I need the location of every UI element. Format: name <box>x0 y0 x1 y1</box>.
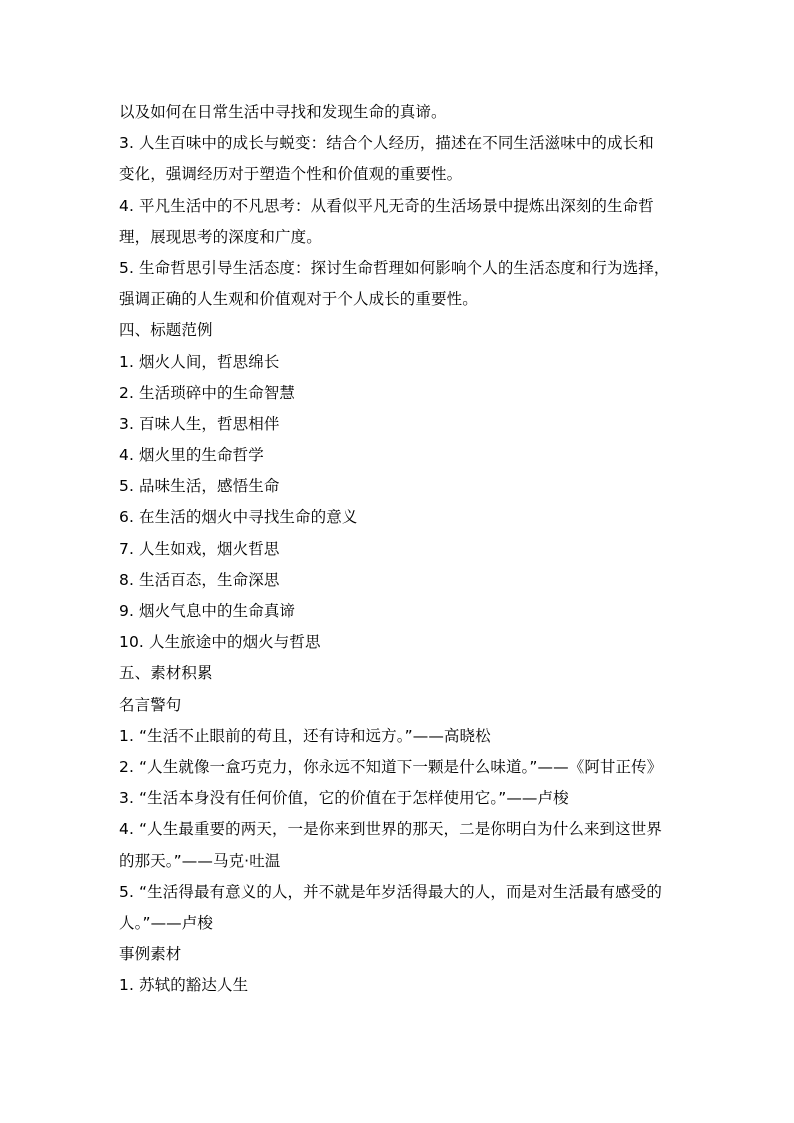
paragraph-line: 理，展现思考的深度和广度。 <box>119 227 322 246</box>
title-example-item: 5. 品味生活，感悟生命 <box>119 477 280 496</box>
example-item: 1. 苏轼的豁达人生 <box>119 976 249 995</box>
subsection-heading: 名言警句 <box>119 695 182 714</box>
quote-item: 5. “生活得最有意义的人，并不就是年岁活得最大的人，而是对生活最有感受的 <box>119 882 662 901</box>
section-heading: 四、标题范例 <box>119 321 213 340</box>
quote-continuation: 的那天。”——马克·吐温 <box>119 851 281 870</box>
title-example-item: 7. 人生如戏，烟火哲思 <box>119 539 280 558</box>
quote-item: 1. “生活不止眼前的苟且，还有诗和远方。”——高晓松 <box>119 726 491 745</box>
title-example-item: 2. 生活琐碎中的生命智慧 <box>119 383 296 402</box>
title-example-item: 3. 百味人生，哲思相伴 <box>119 414 280 433</box>
title-example-item: 8. 生活百态，生命深思 <box>119 570 280 589</box>
title-example-item: 4. 烟火里的生命哲学 <box>119 446 264 465</box>
quote-item: 3. “生活本身没有任何价值，它的价值在于怎样使用它。”——卢梭 <box>119 789 569 808</box>
subsection-heading: 事例素材 <box>119 945 182 964</box>
paragraph-line: 以及如何在日常生活中寻找和发现生命的真谛。 <box>119 103 447 121</box>
list-item-line: 4. 平凡生活中的不凡思考：从看似平凡无奇的生活场景中提炼出深刻的生命哲 <box>119 196 654 215</box>
paragraph-line: 变化，强调经历对于塑造个性和价值观的重要性。 <box>119 165 463 184</box>
document-body <box>119 97 679 1001</box>
paragraph-line: 强调正确的人生观和价值观对于个人成长的重要性。 <box>119 290 478 309</box>
title-example-item: 1. 烟火人间，哲思绵长 <box>119 352 280 371</box>
title-example-item: 6. 在生活的烟火中寻找生命的意义 <box>119 508 358 527</box>
quote-item: 4. “人生最重要的两天，一是你来到世界的那天，二是你明白为什么来到这世界 <box>119 820 662 839</box>
title-example-item: 10. 人生旅途中的烟火与哲思 <box>119 633 321 652</box>
quote-item: 2. “人生就像一盒巧克力，你永远不知道下一颗是什么味道。”——《阿甘正传》 <box>119 757 663 776</box>
section-heading: 五、素材积累 <box>119 664 213 683</box>
quote-continuation: 人。”——卢梭 <box>119 913 213 932</box>
list-item-line: 3. 人生百味中的成长与蜕变：结合个人经历，描述在不同生活滋味中的成长和 <box>119 134 654 153</box>
title-example-item: 9. 烟火气息中的生命真谛 <box>119 602 296 620</box>
list-item-line: 5. 生命哲思引导生活态度：探讨生命哲理如何影响个人的生活态度和行为选择， <box>119 258 670 277</box>
